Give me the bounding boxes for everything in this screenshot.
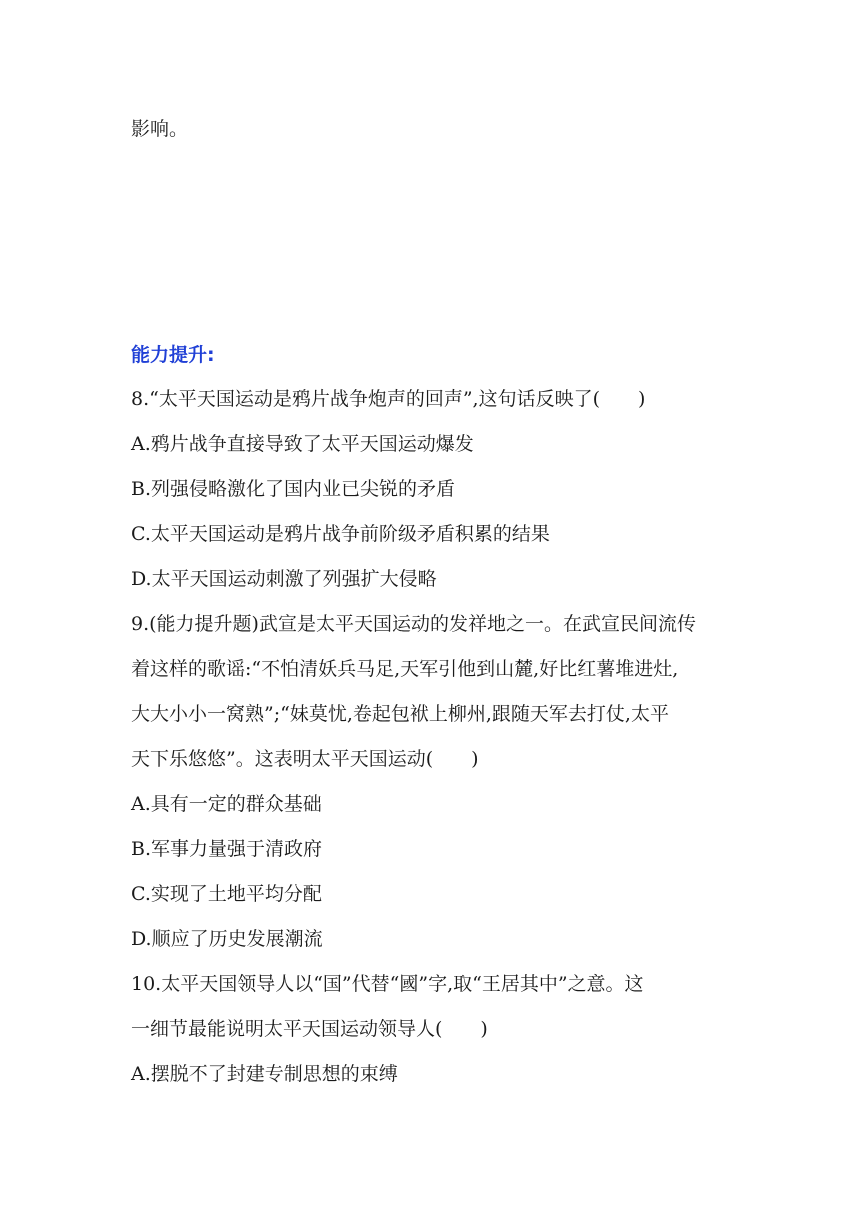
paragraph-fragment: 影响。 [131, 118, 189, 140]
question-8-option-d: D.太平天国运动刺激了列强扩大侵略 [131, 568, 437, 590]
question-9-option-a: A.具有一定的群众基础 [131, 793, 322, 815]
question-9-option-b: B.军事力量强于清政府 [131, 838, 323, 860]
question-8-option-b: B.列强侵略激化了国内业已尖锐的矛盾 [131, 478, 456, 500]
question-9-stem-line: 天下乐悠悠”。这表明太平天国运动( ) [131, 748, 479, 770]
question-9-option-d: D.顺应了历史发展潮流 [131, 928, 323, 950]
section-title: 能力提升: [131, 344, 215, 366]
question-8-option-a: A.鸦片战争直接导致了太平天国运动爆发 [131, 433, 474, 455]
question-9-stem-line: 大大小小一窝熟”;“妹莫忧,卷起包袱上柳州,跟随天军去打仗,太平 [131, 703, 669, 725]
question-10-stem-line: 10.太平天国领导人以“国”代替“國”字,取“王居其中”之意。这 [131, 973, 644, 995]
question-9-option-c: C.实现了土地平均分配 [131, 883, 322, 905]
question-9-stem-line: 9.(能力提升题)武宣是太平天国运动的发祥地之一。在武宣民间流传 [131, 613, 696, 635]
question-10-option-a: A.摆脱不了封建专制思想的束缚 [131, 1063, 398, 1085]
question-8-stem: 8.“太平天国运动是鸦片战争炮声的回声”,这句话反映了( ) [131, 388, 646, 410]
question-8-option-c: C.太平天国运动是鸦片战争前阶级矛盾积累的结果 [131, 523, 550, 545]
question-9-stem-line: 着这样的歌谣:“不怕清妖兵马足,天军引他到山麓,好比红薯堆进灶, [131, 658, 679, 680]
question-10-stem-line: 一细节最能说明太平天国运动领导人( ) [131, 1018, 488, 1040]
